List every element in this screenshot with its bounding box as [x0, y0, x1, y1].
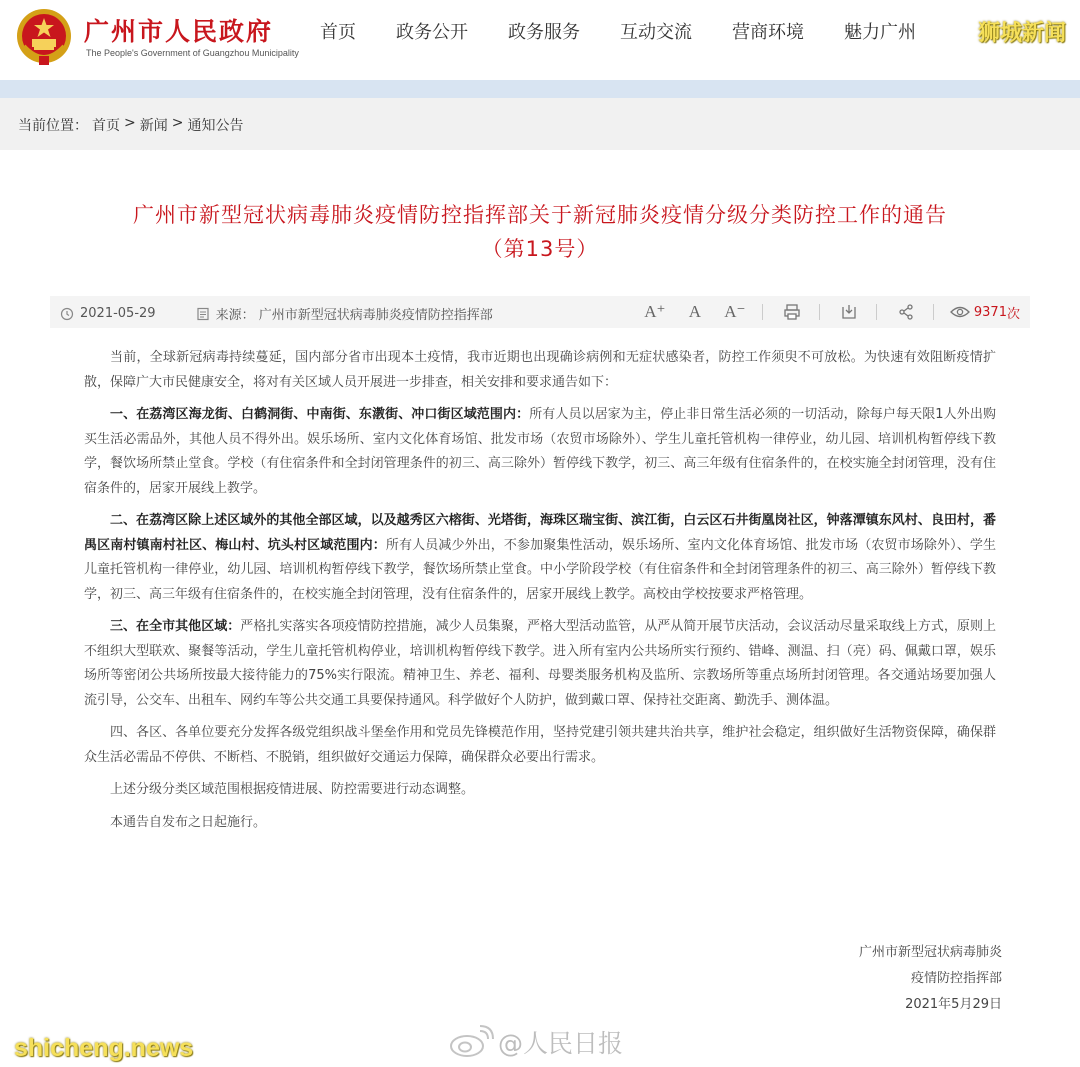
paragraph-text: 所有人员减少外出，不参加聚集性活动，娱乐场所、室内文化体育场馆、批发市场（农贸市场除外）、学生儿童托管机构一律停业，幼儿园、培训机构暂停线下教学，餐饮场所禁止堂食。中小学阶段学校（有住宿条件和全封闭管理条件的初三、高三除外）暂停线下教学，初三、高三年级有住宿条件的，在校实施全封闭管理，没有住宿条件的，居家开展线上教学。高校由学校按要求严格管理。 [84, 537, 996, 602]
article-title-line1: 广州市新型冠状病毒肺炎疫情防控指挥部关于新冠肺炎疫情分级分类防控工作的通告 [133, 203, 947, 227]
article-paragraph [84, 721, 996, 770]
national-emblem-icon[interactable] [14, 6, 74, 68]
font-increase-button[interactable]: A⁺ [644, 302, 666, 321]
site-title[interactable]: 广州市人民政府 [84, 17, 274, 46]
paragraph-text: 本通告自发布之日起施行。 [110, 814, 267, 830]
breadcrumb-news[interactable]: 新闻 [139, 118, 168, 134]
signature-org-line1: 广州市新型冠状病毒肺炎 [858, 945, 1002, 960]
nav-interaction[interactable]: 互动交流 [620, 22, 692, 43]
paragraph-text: 四、各区、各单位要充分发挥各级党组织战斗堡垒作用和党员先锋模范作用，坚持党建引领共建共治共享，维护社会稳定，组织做好生活物资保障，确保群众生活必需品不停供、不断档、不脱销，组织做好交通运力保障，确保群众必要出行需求。 [84, 725, 996, 765]
signature-date: 2021年5月29日 [905, 997, 1002, 1012]
article-meta-bar [50, 296, 1030, 328]
article-title-line2: （第13号） [481, 237, 599, 261]
paragraph-text: 上述分级分类区域范围根据疫情进展、防控需要进行动态调整。 [110, 782, 475, 797]
breadcrumb-bar [0, 98, 1080, 150]
print-button[interactable] [781, 301, 803, 323]
site-subtitle: The People's Government of Guangzhou Municipality [86, 48, 299, 58]
view-count-unit: 次 [1006, 306, 1020, 322]
paragraph-text: 当前，全球新冠病毒持续蔓延，国内部分省市出现本土疫情，我市近期也出现确诊病例和无症状感染者，防控工作须臾不可放松。为快速有效阻断疫情扩散，保障广大市民健康安全，将对有关区域人员开展进一步排查，相关安排和要求通告如下： [84, 350, 996, 390]
font-decrease-button[interactable]: A⁻ [724, 302, 746, 321]
view-count [950, 303, 1020, 322]
paragraph-text: 所有人员以居家为主，停止非日常生活必须的一切活动，除每户每天限1人外出购买生活必需品外，其他人员不得外出。娱乐场所、室内文化体育场馆、批发市场（农贸市场除外）、学生儿童托管机构一律停业，幼儿园、培训机构暂停线下教学，餐饮场所禁止堂食。学校（有住宿条件和全封闭管理条件的初三、高三除外）暂停线下教学，初三、高三年级有住宿条件的，在校实施全封闭管理，没有住宿条件的，居家开展线上教学。 [84, 407, 996, 496]
nav-government-affairs[interactable]: 政务公开 [396, 22, 468, 43]
breadcrumb-home[interactable]: 首页 [92, 118, 120, 134]
article-paragraph [84, 615, 996, 713]
document-icon [196, 307, 210, 321]
eye-icon [950, 305, 970, 319]
share-icon [897, 303, 915, 321]
header-divider [0, 80, 1080, 98]
toolbar-divider [876, 304, 877, 320]
paragraph-text: 严格扎实落实各项疫情防控措施，减少人员集聚，严格大型活动监管，从严从简开展节庆活动，会议活动尽量采取线上方式，原则上不组织大型联欢、聚餐等活动，学生儿童托管机构停业，培训机构暂停线下教学。进入所有室内公共场所实行预约、错峰、测温、扫（亮）码、佩戴口罩，娱乐场所等密闭公共场所按最大接待能力的75%实行限流。精神卫生、养老、福利、母婴类服务机构及监所、宗教场所等重点场所封闭管理。各交通站场要加强人流引导，公交车、出租车、网约车等公共交通工具要保持通风。科学做好个人防护，做到戴口罩、保持社交距离、勤洗手、测体温。 [84, 619, 996, 708]
breadcrumb-notices[interactable]: 通知公告 [187, 118, 244, 134]
publish-date: 2021-05-29 [80, 306, 156, 321]
signature-org-line2: 疫情防控指挥部 [910, 971, 1002, 986]
save-button[interactable] [838, 301, 860, 323]
breadcrumb-separator: > [171, 115, 184, 131]
watermark-bottom: shicheng.news [14, 1034, 194, 1062]
site-header [0, 0, 1080, 80]
nav-charm-guangzhou[interactable]: 魅力广州 [844, 22, 916, 43]
paragraph-heading: 二、在荔湾区除上述区域外的其他全部区域，以及越秀区六榕街、光塔街，海珠区瑞宝街、滨江街，白云区石井街凰岗社区，钟落潭镇东风村、良田村，番禺区南村镇南村社区、梅山村、坑头村区域范围内： [84, 513, 996, 553]
toolbar-divider [819, 304, 820, 320]
article-signature [859, 940, 1002, 1018]
weibo-watermark [448, 1024, 623, 1060]
watermark-top: 狮城新闻 [977, 21, 1066, 46]
article-source: 来源： 广州市新型冠状病毒肺炎疫情防控指挥部 [215, 308, 493, 323]
breadcrumb [18, 115, 247, 135]
nav-home[interactable]: 首页 [320, 22, 356, 43]
weibo-handle: @人民日报 [498, 1029, 624, 1058]
font-normal-button[interactable]: A [688, 302, 702, 321]
nav-business-environment[interactable]: 营商环境 [732, 22, 804, 43]
article-paragraph [84, 509, 996, 607]
main-nav [320, 18, 956, 46]
breadcrumb-separator: > [124, 115, 136, 131]
share-button[interactable] [895, 301, 917, 323]
article-paragraph [84, 346, 996, 395]
article-paragraph [84, 811, 996, 836]
weibo-icon [448, 1025, 494, 1059]
export-icon [840, 303, 858, 321]
article-toolbar [626, 301, 1020, 323]
article-title [40, 198, 1040, 266]
view-count-number: 9371 [973, 304, 1007, 320]
article-body [84, 346, 996, 843]
article-meta [60, 304, 493, 323]
toolbar-divider [933, 304, 934, 320]
paragraph-heading: 三、在全市其他区域： [110, 619, 241, 634]
nav-government-services[interactable]: 政务服务 [508, 22, 580, 43]
print-icon [783, 303, 801, 321]
article-paragraph [84, 403, 996, 501]
article-paragraph [84, 778, 996, 803]
clock-icon [60, 307, 74, 321]
breadcrumb-prefix: 当前位置： [18, 118, 88, 134]
toolbar-divider [762, 304, 763, 320]
paragraph-heading: 一、在荔湾区海龙街、白鹤洞街、中南街、东漖街、冲口街区域范围内： [110, 407, 530, 422]
